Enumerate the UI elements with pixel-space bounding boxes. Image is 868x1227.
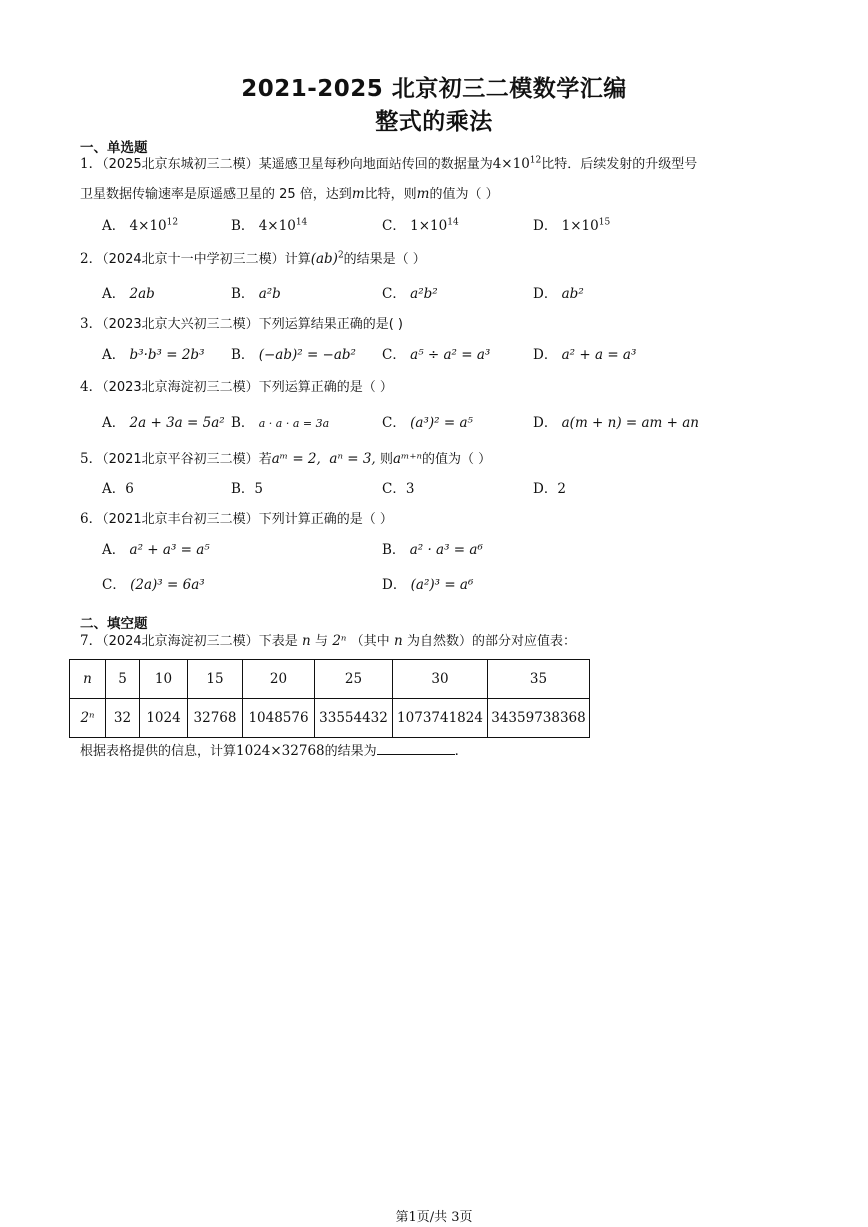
option-2b: B． a²b: [231, 286, 281, 302]
question-source: （2023北京大兴初三二模）: [102, 317, 259, 332]
table-cell: 25: [315, 660, 393, 699]
question-source: （2021北京丰台初三二模）: [102, 512, 259, 527]
page-footer: 第1页/共 3页: [395, 1210, 473, 1225]
option-6b: B． a² · a³ = a⁶: [382, 542, 483, 558]
question-source: （2024北京海淀初三二模）: [102, 634, 259, 649]
question-number: 1．: [80, 156, 103, 172]
option-1d: D． $1\times 10^{15}$: [533, 217, 611, 234]
math-exponent: 2: [337, 250, 344, 261]
option-2c: C． a²b²: [382, 286, 438, 302]
question-text: 某遥感卫星每秒向地面站传回的数据量为: [258, 157, 493, 172]
question-text: 根据表格提供的信息，计算: [80, 744, 237, 759]
question-source: （2024北京十一中学初三二模）: [102, 252, 285, 267]
question-number: 7．: [80, 633, 103, 649]
math-expr: aᵐ⁺ⁿ: [393, 451, 422, 467]
question-text: 与: [315, 634, 329, 649]
question-text: 的结果为: [324, 744, 377, 759]
question-number: 6．: [80, 511, 103, 527]
table-header-cell: 2ⁿ: [70, 699, 106, 738]
math-exponent: 12: [529, 155, 542, 166]
option-1a: A． $4\times 10^{12}$: [102, 217, 179, 234]
question-7-prompt: 根据表格提供的信息，计算1024×32768的结果为 ．: [80, 743, 469, 759]
question-number: 5．: [80, 451, 103, 467]
question-1-line-1: [80, 155, 697, 174]
math-expr: aᵐ = 2,: [271, 451, 321, 467]
option-6d: D． (a²)³ = a⁶: [382, 577, 474, 593]
table-row-n: [70, 660, 590, 699]
question-4: [80, 378, 393, 397]
option-3a: A． b³·b³ = 2b³: [102, 347, 205, 363]
option-3b: B． (−ab)² = −ab²: [231, 347, 356, 363]
option-2a: A． 2ab: [102, 286, 155, 302]
question-2: [80, 250, 426, 269]
question-1-line-2: [80, 185, 499, 204]
question-text: （其中: [350, 634, 390, 649]
question-source: （2023北京海淀初三二模）: [102, 380, 259, 395]
question-number: 4．: [80, 379, 103, 395]
math-expr: (ab): [310, 251, 338, 267]
question-3: [80, 315, 403, 334]
table-cell: 30: [393, 660, 488, 699]
question-text: 下列运算结果正确的是( ): [258, 317, 403, 332]
question-text: 的值为（ ）: [429, 187, 499, 202]
section-heading-single-choice: 一、单选题: [80, 140, 148, 156]
question-text: 下列运算正确的是（ ）: [258, 380, 393, 395]
option-5a: A．6: [102, 481, 134, 497]
question-text: 比特．后续发射的升级型号: [541, 157, 698, 172]
question-text: 下表是: [258, 634, 298, 649]
math-var: n: [393, 633, 403, 649]
table-cell: 1048576: [243, 699, 315, 738]
option-5c: C．3: [382, 481, 415, 497]
question-7: [80, 632, 576, 651]
math-expr: 1024×32768: [236, 743, 325, 759]
table-cell: 10: [140, 660, 188, 699]
title-line-2: 整式的乘法: [375, 109, 493, 135]
question-5: [80, 450, 491, 469]
question-source: （2021北京平谷初三二模）: [102, 452, 259, 467]
question-text: 的值为（ ）: [421, 452, 492, 467]
question-text: 的结果是（ ）: [343, 252, 426, 267]
table-cell: 5: [106, 660, 140, 699]
option-5b: B．5: [231, 481, 264, 497]
question-number: 3．: [80, 316, 103, 332]
table-cell: 33554432: [315, 699, 393, 738]
option-4a: A． 2a + 3a = 5a²: [102, 415, 225, 431]
option-4c: C． (a³)² = a⁵: [382, 415, 473, 431]
answer-blank[interactable]: [377, 742, 455, 755]
table-cell: 15: [188, 660, 243, 699]
table-cell: 32: [106, 699, 140, 738]
question-text: 计算: [284, 252, 311, 267]
option-4d: D． a(m + n) = am + an: [533, 415, 699, 431]
table-cell: 32768: [188, 699, 243, 738]
table-header-cell: n: [70, 660, 106, 699]
table-cell: 34359738368: [488, 699, 590, 738]
math-expr: aⁿ = 3,: [329, 451, 376, 467]
option-3c: C． a⁵ ÷ a² = a³: [382, 347, 491, 363]
table-cell: 1073741824: [393, 699, 488, 738]
option-6a: A． a² + a³ = a⁵: [102, 542, 210, 558]
question-text: 若: [258, 452, 272, 467]
question-6: [80, 510, 393, 529]
math-var: m: [351, 186, 365, 202]
question-text: 比特，则: [364, 187, 417, 202]
option-1b: B． $4\times 10^{14}$: [231, 217, 308, 234]
option-5d: D．2: [533, 481, 566, 497]
option-6c: C． (2a)³ = 6a³: [102, 577, 205, 593]
option-4b: B． a · a · a = 3a: [231, 415, 330, 431]
math-var: n: [302, 633, 311, 649]
option-2d: D． ab²: [533, 286, 584, 302]
question-text: 卫星数据传输速率是原遥感卫星的 25 倍，达到: [80, 187, 352, 202]
section-heading-fill-in: 二、填空题: [80, 616, 148, 632]
table-cell: 35: [488, 660, 590, 699]
math-expr: 2ⁿ: [332, 633, 347, 649]
question-number: 2．: [80, 251, 103, 267]
value-table: [69, 659, 590, 738]
table-row-pow: [70, 699, 590, 738]
table-cell: 1024: [140, 699, 188, 738]
question-text: 为自然数）的部分对应值表：: [406, 634, 576, 649]
option-3d: D． a² + a = a³: [533, 347, 637, 363]
question-text: 下列计算正确的是（ ）: [258, 512, 393, 527]
math-expr: 4×10: [492, 156, 530, 172]
math-var: m: [416, 186, 430, 202]
option-1c: C． $1\times 10^{14}$: [382, 217, 459, 234]
title-line-1: 2021-2025 北京初三二模数学汇编: [241, 76, 627, 102]
table-cell: 20: [243, 660, 315, 699]
question-source: （2025北京东城初三二模）: [102, 157, 259, 172]
question-text: 则: [380, 452, 394, 467]
